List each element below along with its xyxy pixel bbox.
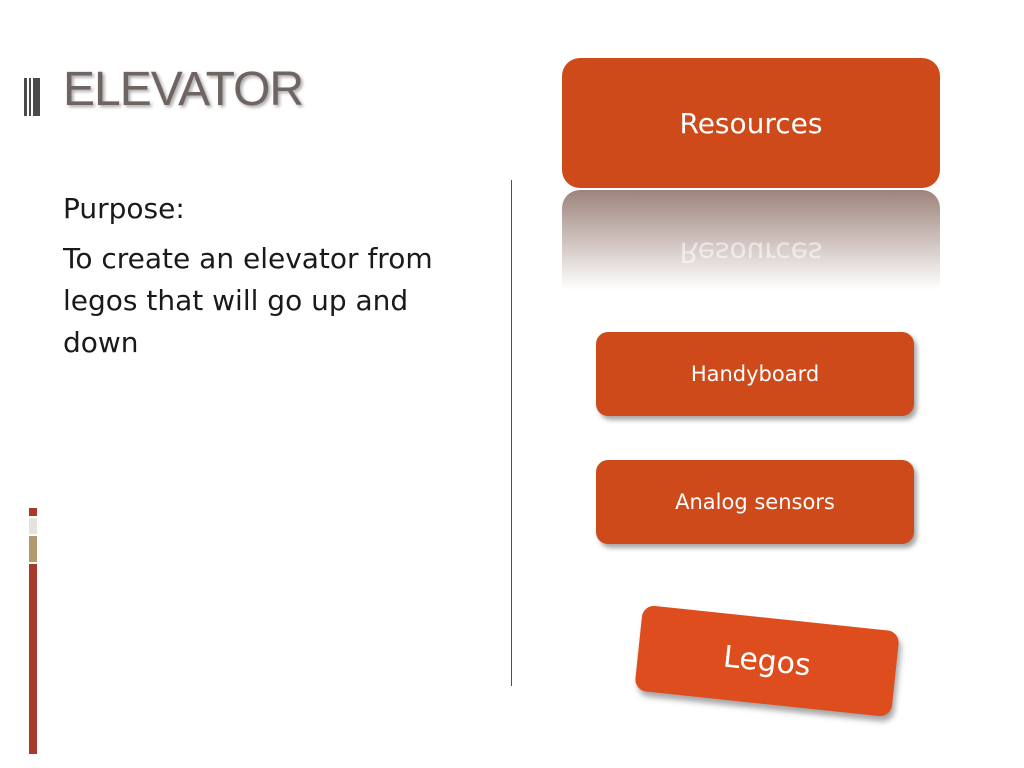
resources-reflection: Resources — [562, 190, 940, 290]
resource-item-handyboard: Handyboard — [596, 332, 914, 416]
body-text — [63, 188, 473, 372]
resource-item-legos: Legos — [634, 605, 900, 717]
vertical-divider — [511, 180, 512, 686]
slide-title: ELEVATOR — [63, 63, 304, 116]
purpose-text: To create an elevator from legos that will go up and down — [63, 242, 433, 359]
purpose-heading: Purpose: — [63, 192, 185, 225]
resources-header: Resources — [562, 58, 940, 188]
title-marker-icon — [24, 78, 40, 116]
resource-item-analog-sensors: Analog sensors — [596, 460, 914, 544]
